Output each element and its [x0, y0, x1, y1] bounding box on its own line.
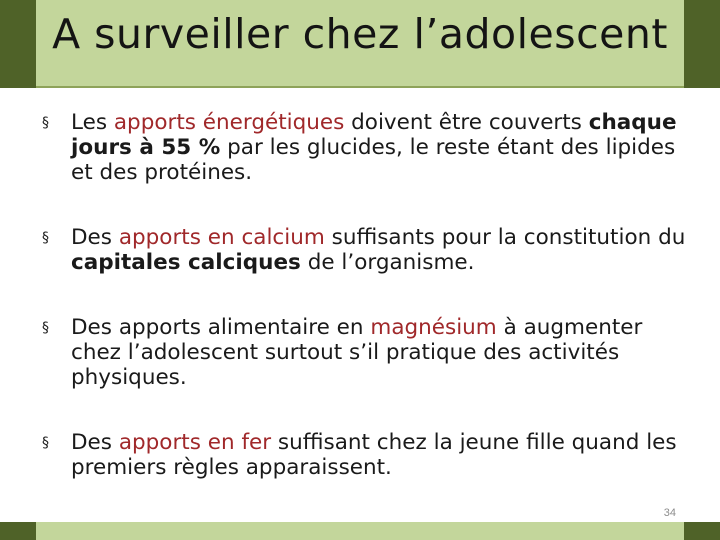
bullet-marker-icon: § [42, 230, 49, 246]
bullet-text: Des apports alimentaire en [71, 315, 371, 340]
title-side-bar-right [684, 0, 720, 88]
highlight-text: apports en fer [118, 430, 272, 455]
highlight-text: magnésium [370, 315, 497, 340]
page-number: 34 [663, 507, 676, 519]
footer-band-inner [36, 522, 684, 540]
bullet-text: à augmenter chez l’adolescent surtout s’il pratique des activités physiques. [71, 315, 643, 390]
bold-text: capitales calciques [71, 250, 301, 275]
bullet-text: Des [71, 225, 119, 250]
title-side-bar-left [0, 0, 36, 88]
bullet-marker-icon: § [42, 435, 49, 451]
bullet-list [40, 110, 690, 520]
bullet-text: Des [71, 430, 119, 455]
title-banner [36, 0, 684, 88]
bold-text: chaque jours à 55 % [71, 110, 677, 160]
highlight-text: apports énergétiques [113, 110, 345, 135]
bullet-text: Les [71, 110, 114, 135]
bullet-text: doivent être couverts [344, 110, 589, 135]
slide-title: A surveiller chez l’adolescent [52, 10, 668, 58]
highlight-text: apports en calcium [118, 225, 325, 250]
bullet-text: par les glucides, le reste étant des lipides et des protéines. [71, 135, 676, 185]
bullet-text: suffisants pour la constitution du [324, 225, 686, 250]
bullet-item [40, 315, 690, 390]
bullet-item [40, 430, 690, 480]
bullet-item [40, 225, 690, 275]
bullet-text: de l’organisme. [300, 250, 475, 275]
bullet-item [40, 110, 690, 185]
bullet-marker-icon: § [42, 115, 49, 131]
bullet-text: suffisant chez la jeune fille quand les premiers règles apparaissent. [71, 430, 677, 480]
bullet-marker-icon: § [42, 320, 49, 336]
